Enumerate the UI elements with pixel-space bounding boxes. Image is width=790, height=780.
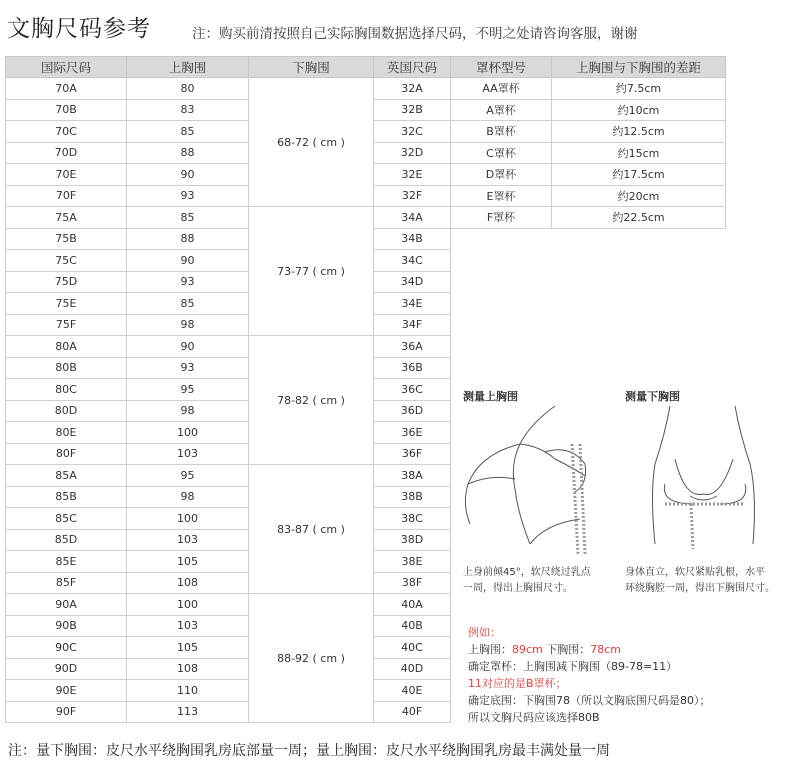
cup-type-cell: B罩杯 [451,121,552,143]
uk-size-cell: 40F [374,701,451,723]
upper-bust-cell: 85 [127,293,249,315]
uk-size-cell: 40C [374,637,451,659]
intl-size-cell: 75D [6,271,127,293]
intl-size-cell: 80B [6,357,127,379]
intl-size-cell: 80E [6,422,127,444]
upper-bust-cell: 93 [127,271,249,293]
intl-size-cell: 70A [6,78,127,100]
uk-size-cell: 36B [374,357,451,379]
uk-size-cell: 32D [374,142,451,164]
uk-size-cell: 32E [374,164,451,186]
upper-bust-cell: 103 [127,443,249,465]
cup-type-cell: E罩杯 [451,185,552,207]
intl-size-cell: 70E [6,164,127,186]
uk-size-cell: 34D [374,271,451,293]
uk-size-cell: 36E [374,422,451,444]
intl-size-cell: 70C [6,121,127,143]
cup-type-cell: AA罩杯 [451,78,552,100]
lower-caption-line-1: 身体直立，软尺紧贴乳根，水平 [625,567,765,578]
uk-size-cell: 32A [374,78,451,100]
cup-type-cell: F罩杯 [451,207,552,229]
upper-bust-cell: 93 [127,357,249,379]
example-upper-label: 上胸围： [468,643,512,656]
intl-size-cell: 80D [6,400,127,422]
uk-size-cell: 38C [374,508,451,530]
under-bust-cell: 73-77 ( cm ) [249,207,374,336]
intl-size-cell: 80C [6,379,127,401]
under-bust-cell: 78-82 ( cm ) [249,336,374,465]
upper-bust-cell: 95 [127,379,249,401]
page-title: 文胸尺码参考 [7,16,151,42]
table-row [6,78,726,100]
example-line-3: 11对应的是B罩杯； [468,677,567,690]
upper-bust-cell: 98 [127,486,249,508]
uk-size-cell: 34E [374,293,451,315]
example-under-value: 78cm [590,643,622,656]
intl-size-cell: 85B [6,486,127,508]
intl-size-cell: 90F [6,701,127,723]
difference-cell: 约22.5cm [552,207,726,229]
cup-type-cell: A罩杯 [451,99,552,121]
intl-size-cell: 70D [6,142,127,164]
intl-size-cell: 90E [6,680,127,702]
upper-bust-cell: 105 [127,551,249,573]
upper-bust-cell: 100 [127,508,249,530]
uk-size-cell: 36C [374,379,451,401]
header-cup-type: 罩杯型号 [451,57,552,78]
upper-bust-cell: 105 [127,637,249,659]
example-line-2: 确定罩杯：上胸围减下胸围（89-78=11） [468,660,678,673]
intl-size-cell: 90C [6,637,127,659]
uk-size-cell: 36A [374,336,451,358]
header-under-bust: 下胸围 [249,57,374,78]
under-bust-illustration [625,404,775,554]
upper-caption-line-2: 一周，得出上胸围尺寸。 [463,583,573,594]
uk-size-cell: 32C [374,121,451,143]
uk-size-cell: 38E [374,551,451,573]
upper-bust-figure-title: 测量上胸围 [463,390,518,403]
measurement-panel [455,232,790,732]
upper-bust-cell: 103 [127,529,249,551]
difference-cell: 约12.5cm [552,121,726,143]
table-row [6,207,726,229]
cup-type-cell: D罩杯 [451,164,552,186]
upper-bust-cell: 113 [127,701,249,723]
upper-bust-illustration [460,404,610,554]
intl-size-cell: 90A [6,594,127,616]
upper-bust-cell: 93 [127,185,249,207]
intl-size-cell: 85A [6,465,127,487]
difference-cell: 约15cm [552,142,726,164]
uk-size-cell: 40E [374,680,451,702]
example-upper-value: 89cm [512,643,543,656]
intl-size-cell: 75C [6,250,127,272]
uk-size-cell: 40D [374,658,451,680]
header-difference: 上胸围与下胸围的差距 [552,57,726,78]
upper-bust-cell: 108 [127,572,249,594]
intl-size-cell: 75E [6,293,127,315]
upper-bust-cell: 108 [127,658,249,680]
difference-cell: 约10cm [552,99,726,121]
upper-bust-cell: 98 [127,314,249,336]
intl-size-cell: 75B [6,228,127,250]
lower-caption-line-2: 环绕胸腔一周，得出下胸围尺寸。 [625,583,775,594]
uk-size-cell: 34B [374,228,451,250]
difference-cell: 约17.5cm [552,164,726,186]
table-header-row [6,57,726,78]
upper-bust-cell: 90 [127,250,249,272]
uk-size-cell: 40B [374,615,451,637]
upper-bust-cell: 90 [127,336,249,358]
upper-bust-cell: 103 [127,615,249,637]
upper-bust-cell: 98 [127,400,249,422]
under-bust-cell: 68-72 ( cm ) [249,78,374,207]
under-bust-cell: 88-92 ( cm ) [249,594,374,723]
uk-size-cell: 34C [374,250,451,272]
example-line-5: 所以文胸尺码应该选择80B [468,711,600,724]
uk-size-cell: 40A [374,594,451,616]
under-bust-caption [625,565,775,597]
example-box [468,624,788,726]
purchase-note: 注：购买前清按照自己实际胸围数据选择尺码，不明之处请咨询客服，谢谢 [192,26,638,42]
example-under-label: 下胸围： [542,643,591,656]
example-heading: 例如： [468,626,501,639]
header-uk-size: 英国尺码 [374,57,451,78]
upper-bust-cell: 100 [127,422,249,444]
intl-size-cell: 85E [6,551,127,573]
upper-bust-cell: 83 [127,99,249,121]
difference-cell: 约20cm [552,185,726,207]
upper-caption-line-1: 上身前倾45°，软尺绕过乳点 [463,567,591,578]
upper-bust-cell: 110 [127,680,249,702]
intl-size-cell: 75F [6,314,127,336]
intl-size-cell: 90D [6,658,127,680]
measurement-note: 注：量下胸围：皮尺水平绕胸围乳房底部量一周；量上胸围：皮尺水平绕胸围乳房最丰满处量一周 [8,743,610,759]
uk-size-cell: 38D [374,529,451,551]
intl-size-cell: 90B [6,615,127,637]
header-upper-bust: 上胸围 [127,57,249,78]
intl-size-cell: 85F [6,572,127,594]
uk-size-cell: 38A [374,465,451,487]
uk-size-cell: 34A [374,207,451,229]
uk-size-cell: 36D [374,400,451,422]
uk-size-cell: 38B [374,486,451,508]
intl-size-cell: 85C [6,508,127,530]
upper-bust-cell: 88 [127,228,249,250]
header-intl-size: 国际尺码 [6,57,127,78]
cup-type-cell: C罩杯 [451,142,552,164]
upper-bust-cell: 100 [127,594,249,616]
uk-size-cell: 38F [374,572,451,594]
intl-size-cell: 80A [6,336,127,358]
uk-size-cell: 32F [374,185,451,207]
intl-size-cell: 85D [6,529,127,551]
uk-size-cell: 34F [374,314,451,336]
intl-size-cell: 75A [6,207,127,229]
under-bust-figure-title: 测量下胸围 [625,390,680,403]
uk-size-cell: 36F [374,443,451,465]
difference-cell: 约7.5cm [552,78,726,100]
intl-size-cell: 70F [6,185,127,207]
intl-size-cell: 70B [6,99,127,121]
upper-bust-cell: 80 [127,78,249,100]
example-line-1 [468,641,788,658]
upper-bust-cell: 95 [127,465,249,487]
under-bust-cell: 83-87 ( cm ) [249,465,374,594]
upper-bust-cell: 85 [127,207,249,229]
upper-bust-cell: 85 [127,121,249,143]
upper-bust-caption [463,565,591,597]
intl-size-cell: 80F [6,443,127,465]
example-line-4: 确定底围：下胸围78（所以文胸底围尺码是80）； [468,694,711,707]
upper-bust-cell: 90 [127,164,249,186]
upper-bust-cell: 88 [127,142,249,164]
uk-size-cell: 32B [374,99,451,121]
